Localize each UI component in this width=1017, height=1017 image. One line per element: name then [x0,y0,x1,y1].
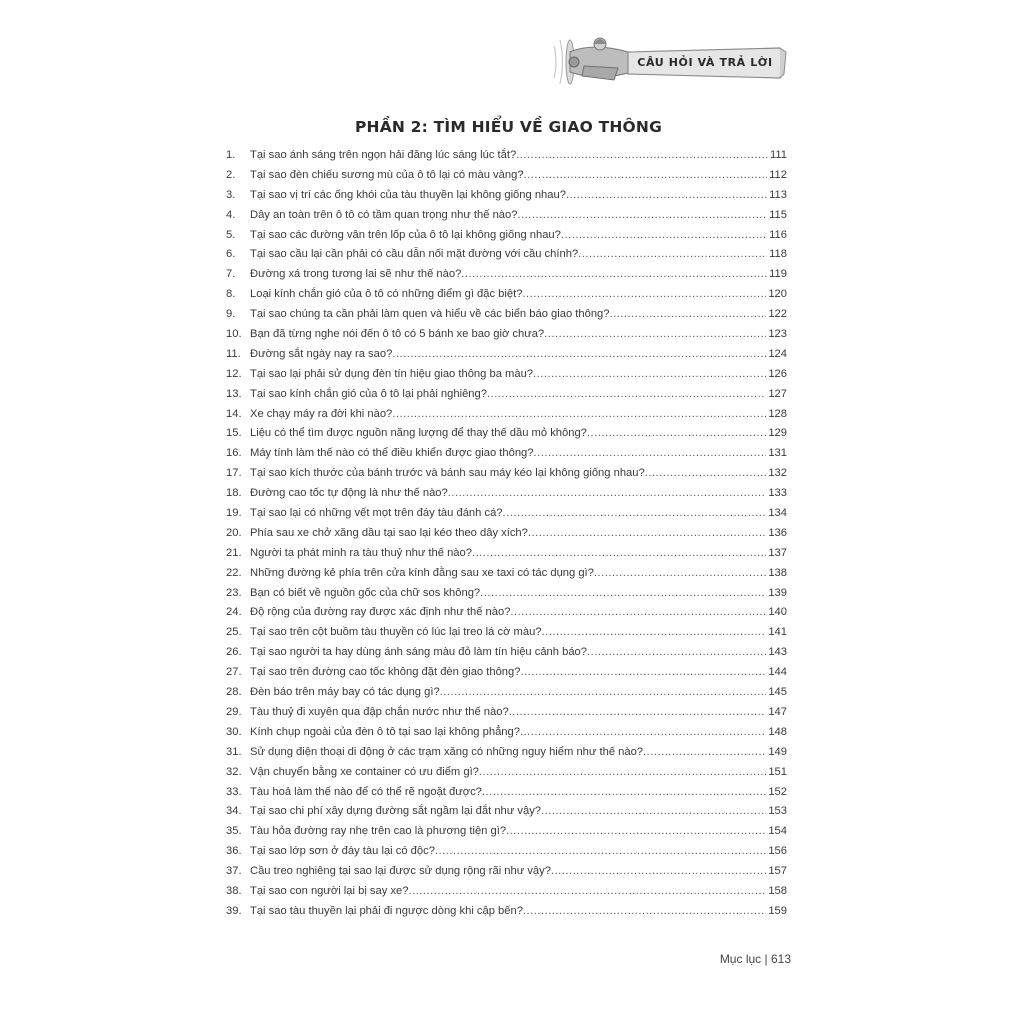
toc-entry-question: Tại sao đèn chiếu sương mù của ô tô lại có màu vàng? [250,168,524,181]
dot-leader [566,186,767,206]
toc-entry-question-wrap [250,902,766,922]
toc-entry [226,723,787,743]
toc-entry-number: 27. [226,666,242,679]
toc-entry-number: 6. [226,248,236,261]
toc-entry-question: Sử dụng điện thoại di động ở các trạm xăng có những nguy hiểm như thế nào? [250,745,644,758]
dot-leader [408,882,766,902]
toc-entry [226,683,787,703]
dot-leader [534,444,767,464]
toc-entry-question: Đường xá trong tương lai sẽ như thế nào? [250,268,462,281]
toc-entry-question: Dây an toàn trên ô tô có tầm quan trọng như thế nào? [250,208,518,221]
dot-leader [520,663,766,683]
toc-entry-question: Tại sao trên đường cao tốc không đặt đèn giao thông? [250,666,521,679]
toc-entry-question: Đường cao tốc tự động là như thế nào? [250,487,448,500]
toc-entry-question: Tại sao con người lại bị say xe? [250,884,409,897]
page-title: PHẦN 2: TÌM HIỂU VỀ GIAO THÔNG [354,118,662,136]
toc-entry [226,365,787,385]
toc-entry [226,385,787,405]
toc-entry-number: 36. [226,845,242,858]
toc-entry [226,345,787,365]
toc-entry-number: 13. [226,387,242,400]
toc-entry-question: Loại kính chắn gió của ô tô có những điểm gì đặc biệt? [250,288,523,301]
toc-entry [226,146,787,166]
toc-entry-question-wrap [250,325,766,345]
dot-leader [643,743,766,763]
dot-leader [479,763,766,783]
toc-entry-number: 32. [226,765,242,778]
toc-entry-question-wrap [250,603,766,623]
toc-entry-question-wrap [250,245,767,265]
toc-entry-question: Tại sao kính chắn gió của ô tô lại phải nghiêng? [250,387,487,400]
dot-leader [516,146,768,166]
dot-leader [587,424,766,444]
toc-entry-question: Tại sao cầu lại cần phải có cầu dẫn nối mặt đường với cầu chính? [250,248,579,261]
toc-entry-number: 23. [226,586,242,599]
toc-entry [226,166,787,186]
dot-leader [461,265,767,285]
toc-entry [226,643,787,663]
toc-entry-question: Vận chuyển bằng xe container có ưu điểm gì? [250,765,479,778]
toc-entry [226,564,787,584]
toc-entry-question: Liệu có thể tìm được nguồn năng lượng để thay thế dầu mỏ không? [250,427,587,440]
toc-entry-number: 11. [226,347,241,360]
toc-entry-page: 131 [768,447,787,460]
toc-entry-page: 148 [768,725,787,738]
toc-entry [226,305,787,325]
dot-leader [594,564,766,584]
toc-entry-question-wrap [250,285,766,305]
toc-entry [226,484,787,504]
toc-entry [226,842,787,862]
toc-entry-page: 138 [768,566,787,579]
toc-entry-number: 38. [226,884,242,897]
dot-leader [544,325,766,345]
toc-entry [226,743,787,763]
toc-entry-question: Kính chụp ngoài của đèn ô tô tại sao lại không phẳng? [250,725,520,738]
dot-leader [482,783,766,803]
dot-leader [645,464,767,484]
toc-entry-number: 35. [226,825,242,838]
toc-entry [226,603,787,623]
toc-entry-number: 18. [226,487,242,500]
toc-entry [226,544,787,564]
toc-entry-page: 153 [768,805,787,818]
toc-entry-number: 2. [226,168,236,181]
toc-entry-number: 33. [226,785,242,798]
toc-entry-question-wrap [250,484,766,504]
toc-entry-question-wrap [250,623,766,643]
footer-page-number: 613 [770,952,791,966]
toc-entry-question: Phía sau xe chở xăng dầu tại sao lại kéo theo dây xích? [250,526,528,539]
dot-leader [448,484,767,504]
toc-entry-question: Tại sao chi phí xây dựng đường sắt ngầm lại đắt như vậy? [250,805,542,818]
toc-entry [226,206,787,226]
toc-entry-number: 30. [226,725,242,738]
toc-entry-page: 116 [769,228,787,241]
toc-entry [226,325,787,345]
toc-entry-question-wrap [250,584,766,604]
toc-entry-question: Tại sao tàu thuyền lại phải đi ngược dòng khi cập bến? [250,904,523,917]
toc-entry-question: Đèn báo trên máy bay có tác dụng gì? [250,686,440,699]
toc-entry-question: Người ta phát minh ra tàu thuỷ như thế nào? [250,546,472,559]
toc-entry-page: 140 [768,606,787,619]
toc-entry-number: 26. [226,646,242,659]
toc-entry-question-wrap [250,862,766,882]
dot-leader [587,643,766,663]
toc-entry-question-wrap [250,822,766,842]
dot-leader [523,902,766,922]
toc-entry-question: Bạn có biết về nguồn gốc của chữ sos không? [250,586,481,599]
toc-entry-page: 147 [768,705,787,718]
toc-entry-question-wrap [250,424,766,444]
footer-separator: | [764,952,768,966]
toc-entry-question-wrap [250,464,766,484]
toc-entry-question-wrap [250,146,768,166]
toc-entry-question: Tàu thuỷ đi xuyên qua đập chắn nước như thế nào? [250,705,509,718]
toc-entry-question-wrap [250,723,766,743]
page-footer [720,952,791,966]
toc-entry-page: 123 [768,328,787,341]
toc-entry-question-wrap [250,882,766,902]
toc-entry-question-wrap [250,504,766,524]
toc-entry [226,405,787,425]
toc-entry [226,524,787,544]
toc-entry-page: 158 [768,884,787,897]
table-of-contents [226,146,787,922]
toc-entry [226,802,787,822]
toc-entry-page: 118 [769,248,787,261]
toc-entry-question-wrap [250,444,766,464]
dot-leader [541,802,766,822]
dot-leader [542,623,767,643]
toc-entry-question: Tàu hỏa đường ray nhẹ trên cao là phương tiện gì? [250,825,507,838]
toc-entry-page: 144 [768,666,787,679]
toc-entry-page: 112 [769,168,787,181]
toc-entry-number: 7. [226,268,236,281]
toc-entry-question: Đường sắt ngày nay ra sao? [250,347,393,360]
toc-entry-number: 1. [226,149,236,161]
toc-entry-number: 3. [226,188,236,201]
toc-entry-question-wrap [250,405,766,425]
toc-entry-number: 28. [226,686,242,699]
section-banner [548,22,788,100]
toc-entry-page: 145 [768,686,787,699]
dot-leader [528,524,766,544]
toc-entry-number: 21. [226,546,242,559]
toc-entry [226,763,787,783]
toc-entry-number: 29. [226,705,242,718]
toc-entry-page: 159 [768,904,787,917]
toc-entry [226,424,787,444]
dot-leader [506,822,766,842]
toc-entry-question-wrap [250,186,767,206]
toc-entry-page: 115 [769,208,787,221]
dot-leader [578,245,767,265]
dot-leader [524,166,768,186]
toc-entry-question-wrap [250,743,766,763]
toc-entry-page: 149 [768,745,787,758]
toc-entry [226,186,787,206]
toc-entry [226,703,787,723]
toc-entry-question-wrap [250,802,766,822]
toc-entry-question: Tại sao vị trí các ống khói của tàu thuyền lại không giống nhau? [250,188,566,201]
toc-entry-number: 34. [226,805,242,818]
toc-entry-question-wrap [250,842,766,862]
toc-entry-question-wrap [250,226,767,246]
toc-entry [226,265,787,285]
toc-entry-question-wrap [250,783,766,803]
toc-entry-question-wrap [250,703,766,723]
toc-entry-page: 141 [768,626,787,639]
toc-entry-page: 139 [768,586,787,599]
toc-entry-question-wrap [250,663,766,683]
toc-entry [226,783,787,803]
toc-entry-question: Bạn đã từng nghe nói đến ô tô có 5 bánh xe bao giờ chưa? [250,328,545,341]
toc-entry [226,822,787,842]
toc-entry-question: Tại sao ánh sáng trên ngọn hải đăng lúc sáng lúc tắt? [250,149,517,161]
toc-entry-number: 20. [226,526,242,539]
dot-leader [487,385,766,405]
toc-entry-page: 120 [768,288,787,301]
toc-entry [226,584,787,604]
toc-entry [226,504,787,524]
toc-entry-question-wrap [250,166,767,186]
dot-leader [520,723,766,743]
toc-entry-number: 8. [226,288,236,301]
toc-entry-question: Tại sao chúng ta cần phải làm quen và hiểu về các biển báo giao thông? [250,308,610,321]
toc-entry-question-wrap [250,345,766,365]
toc-entry-question: Tại sao các đường vân trên lốp của ô tô lại không giống nhau? [250,228,561,241]
toc-entry-page: 119 [769,268,787,281]
toc-entry-page: 133 [768,487,787,500]
toc-entry-question: Tại sao người ta hay dùng ánh sáng màu đỏ làm tín hiệu cảnh báo? [250,646,588,659]
toc-entry-question-wrap [250,206,767,226]
toc-entry-number: 24. [226,606,242,619]
toc-entry-question-wrap [250,544,766,564]
toc-entry-question: Tại sao kích thước của bánh trước và bánh sau máy kéo lại không giống nhau? [250,467,645,480]
toc-entry-question-wrap [250,265,767,285]
toc-entry [226,663,787,683]
dot-leader [472,544,766,564]
toc-entry-number: 39. [226,904,242,917]
toc-entry-page: 136 [768,526,787,539]
toc-entry [226,862,787,882]
toc-entry-question: Tại sao trên cột buồm tàu thuyền có lúc lại treo lá cờ màu? [250,626,542,639]
dot-leader [440,683,767,703]
toc-entry-question-wrap [250,643,766,663]
toc-entry-page: 128 [768,407,787,420]
toc-entry-question: Độ rộng của đường ray được xác định như thế nào? [250,606,511,619]
toc-entry-number: 31. [226,745,242,758]
toc-entry [226,285,787,305]
toc-entry-question: Xe chạy máy ra đời khi nào? [250,407,393,420]
toc-entry-page: 137 [768,546,787,559]
toc-entry-page: 154 [768,825,787,838]
toc-entry-question: Cầu treo nghiêng tại sao lại được sử dụng rộng rãi như vậy? [250,865,551,878]
toc-entry-page: 157 [768,865,787,878]
toc-entry-number: 19. [226,507,242,520]
toc-entry-question: Tại sao lại phải sử dụng đèn tín hiệu giao thông ba màu? [250,367,534,380]
toc-entry [226,464,787,484]
toc-entry-number: 17. [226,467,242,480]
toc-entry-number: 10. [226,328,242,341]
toc-entry-question-wrap [250,305,766,325]
dot-leader [392,345,766,365]
toc-entry-question-wrap [250,524,766,544]
dot-leader [533,365,766,385]
dot-leader [503,504,767,524]
footer-label: Mục lục [719,952,762,966]
toc-entry-page: 129 [768,427,787,440]
toc-entry-number: 16. [226,447,242,460]
toc-entry-number: 15. [226,427,242,440]
dot-leader [551,862,766,882]
toc-entry-page: 126 [768,367,787,380]
toc-entry-page: 143 [768,646,787,659]
dot-leader [610,305,767,325]
dot-leader [517,206,767,226]
toc-entry-page: 113 [769,188,787,201]
toc-entry-number: 4. [226,208,236,221]
dot-leader [510,603,766,623]
toc-entry-number: 12. [226,367,242,380]
toc-entry-question: Tàu hoả làm thế nào để có thể rẽ ngoặt được? [250,785,482,798]
toc-entry-question: Những đường kẻ phía trên cửa kính đằng sau xe taxi có tác dụng gì? [250,566,594,579]
banner-label: CÂU HỎI VÀ TRẢ LỜI [637,55,773,69]
toc-entry-number: 9. [226,308,236,321]
toc-entry [226,902,787,922]
toc-entry-question-wrap [250,564,766,584]
toc-entry-page: 127 [768,387,787,400]
toc-entry [226,245,787,265]
toc-entry [226,444,787,464]
toc-entry-question-wrap [250,763,766,783]
dot-leader [435,842,766,862]
toc-entry-page: 132 [768,467,787,480]
toc-entry-question: Tại sao lại có những vết mọt trên đáy tàu đánh cá? [250,507,503,520]
toc-entry-number: 14. [226,407,242,420]
toc-entry [226,882,787,902]
dot-leader [509,703,767,723]
toc-entry-page: 134 [768,507,787,520]
dot-leader [480,584,766,604]
dot-leader [392,405,766,425]
toc-entry-question-wrap [250,385,766,405]
dot-leader [522,285,766,305]
dot-leader [561,226,767,246]
toc-entry-page: 122 [768,308,787,321]
toc-entry-question: Máy tính làm thế nào có thể điều khiển được giao thông? [250,447,534,460]
toc-entry-page: 151 [768,765,787,778]
toc-entry-number: 25. [226,626,242,639]
toc-entry-number: 37. [226,865,242,878]
toc-entry-page: 152 [768,785,787,798]
toc-entry-question-wrap [250,683,766,703]
toc-entry-number: 22. [226,566,242,579]
toc-entry-question: Tại sao lớp sơn ở đáy tàu lại có độc? [250,845,435,858]
toc-entry-page: 111 [769,149,787,161]
toc-entry-page: 124 [768,347,787,360]
toc-entry [226,623,787,643]
toc-entry-question-wrap [250,365,766,385]
toc-entry-page: 156 [768,845,787,858]
toc-entry [226,226,787,246]
toc-entry-number: 5. [226,228,236,241]
